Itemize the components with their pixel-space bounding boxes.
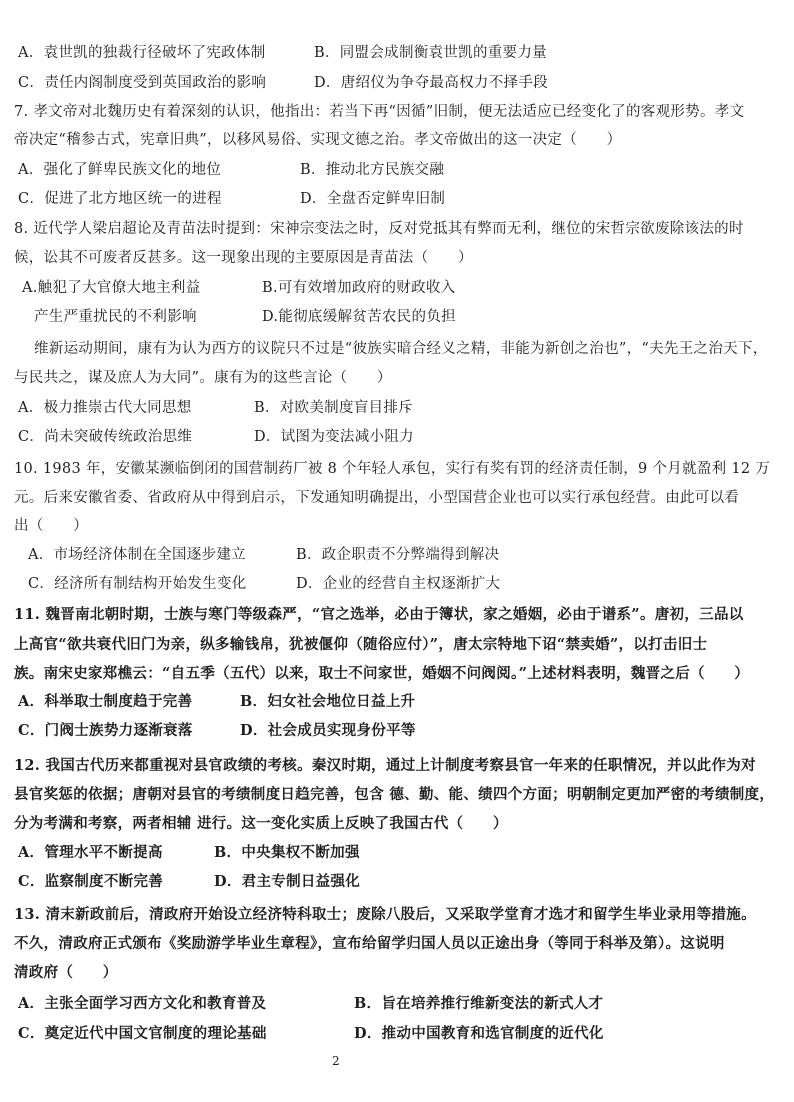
q11-stem-line-2: 上高官“欲共衰代旧门为亲，纵多输钱帛，犹被偃仰（随俗应付）”，唐太宗特地下诏“禁卖婚”，以打击旧士 [14,636,708,653]
q10-option-c: C．经济所有制结构开始发生变化 [28,576,247,592]
q12-stem-line-1: 12. 我国古代历来都重视对县官政绩的考核。秦汉时期，通过上计制度考察县官一年来的任职情况，并以此作为对 [14,757,756,774]
q13-stem-line-3: 清政府（ ） [14,964,118,981]
q9-option-a: A．极力推崇古代大同思想 [18,400,192,416]
q9-option-b: B．对欧美制度盲目排斥 [254,400,413,416]
q6-option-d: D．唐绍仪为争夺最高权力不择手段 [314,75,548,91]
q9-option-c: C．尚未突破传统政治思维 [18,429,193,445]
q7-option-c: C．促进了北方地区统一的进程 [18,191,222,207]
q6-option-b: B．同盟会成制衡袁世凯的重要力量 [314,45,547,61]
q9-option-d: D．试图为变法减小阻力 [254,429,414,445]
q8-option-b: B.可有效增加政府的财政收入 [262,280,456,296]
q13-option-c: C．奠定近代中国文官制度的理论基础 [18,1025,267,1042]
q11-option-a: A．科举取士制度趋于完善 [18,693,193,710]
q6-option-a: A．袁世凯的独裁行径破坏了宪政体制 [18,45,266,61]
q10-stem-line-1: 10. 1983 年，安徽某濒临倒闭的国营制药厂被 8 个年轻人承包，实行有奖有罚的经济责任制，9 个月就盈利 12 万 [14,461,771,477]
q8-stem-line-2: 候，讼其不可废者反甚多。这一现象出现的主要原因是青苗法（ ） [14,250,473,266]
q6-option-c: C．责任内阁制度受到英国政治的影响 [18,75,267,91]
q12-option-c: C．监察制度不断完善 [18,873,164,890]
q11-stem-line-3: 族。南宋史家郑樵云：“自五季（五代）以来，取士不问家世，婚姻不问阀阅。”上述材料表明，魏晋之后（ ） [14,665,750,682]
q10-stem-line-2: 元。后来安徽省委、省政府从中得到启示，下发通知明确提出，小型国营企业也可以实行承包经营。由此可以看 [14,490,740,506]
q12-stem-line-2: 县官奖惩的依据；唐朝对县官的考绩制度日趋完善，包含 德、勤、能、绩四个方面；明朝制定更加严密的考绩制度， [14,786,775,803]
q10-option-a: A．市场经济体制在全国逐步建立 [28,547,246,563]
q9-stem-line-1: 维新运动期间，康有为认为西方的议院只不过是“彼族实暗合经义之精，非能为新创之治也”，“夫先王之治天下， [34,341,768,357]
q11-stem-line-1: 11. 魏晋南北朝时期，士族与寒门等级森严，“官之选举，必由于簿状，家之婚姻，必由于谱系”。唐初，三品以 [14,606,744,623]
q10-option-d: D．企业的经营自主权逐渐扩大 [296,576,501,592]
q7-stem-line-2: 帝决定“稽参古式，宪章旧典”，以移风易俗、实现文德之治。孝文帝做出的这一决定（ ） [14,132,622,148]
q7-option-d: D．全盘否定鲜卑旧制 [300,191,446,207]
q11-option-c: C．门阀士族势力逐渐衰落 [18,722,193,739]
q13-stem-line-1: 13. 清末新政前后，清政府开始设立经济特科取士；废除八股后，又采取学堂育才选才和留学生毕业录用等措施。 [14,906,756,923]
q8-option-a: A.触犯了大官僚大地主利益 [22,280,201,296]
q11-option-b: B．妇女社会地位日益上升 [240,693,416,710]
q13-option-b: B．旨在培养推行维新变法的新式人才 [354,995,604,1012]
q7-stem-line-1: 7. 孝文帝对北魏历史有着深刻的认识，他指出：若当下再“因循”旧制，便无法适应已经变化了的客观形势。孝文 [14,104,745,120]
q12-option-b: B．中央集权不断加强 [214,844,360,861]
page-number: 2 [332,1054,340,1068]
q12-option-a: A．管理水平不断提高 [18,844,163,861]
q8-option-c: 产生严重扰民的不利影响 [34,309,197,325]
q13-option-d: D．推动中国教育和选官制度的近代化 [354,1025,604,1042]
q7-option-b: B．推动北方民族交融 [300,162,445,178]
q13-option-a: A．主张全面学习西方文化和教育普及 [18,995,267,1012]
q10-stem-line-3: 出（ ） [14,518,88,534]
q8-option-d: D.能彻底缓解贫苦农民的负担 [262,309,456,325]
q11-option-d: D．社会成员实现身份平等 [240,722,416,739]
q8-stem-line-1: 8. 近代学人梁启超论及青苗法时提到：宋神宗变法之时，反对党抵其有弊而无利，继位的宋哲宗欲废除该法的时 [14,221,744,237]
q12-option-d: D．君主专制日益强化 [214,873,361,890]
q12-stem-line-3: 分为考满和考察，两者相辅 进行。这一变化实质上反映了我国古代（ ） [14,815,508,832]
q10-option-b: B．政企职责不分弊端得到解决 [296,547,500,563]
q13-stem-line-2: 不久，清政府正式颁布《奖励游学毕业生章程》，宣布给留学归国人员以正途出身（等同于科举及第）。这说明 [14,935,725,952]
q7-option-a: A．强化了鲜卑民族文化的地位 [18,162,222,178]
q9-stem-line-2: 与民共之，谋及庶人为大同”。康有为的这些言论（ ） [14,370,392,386]
